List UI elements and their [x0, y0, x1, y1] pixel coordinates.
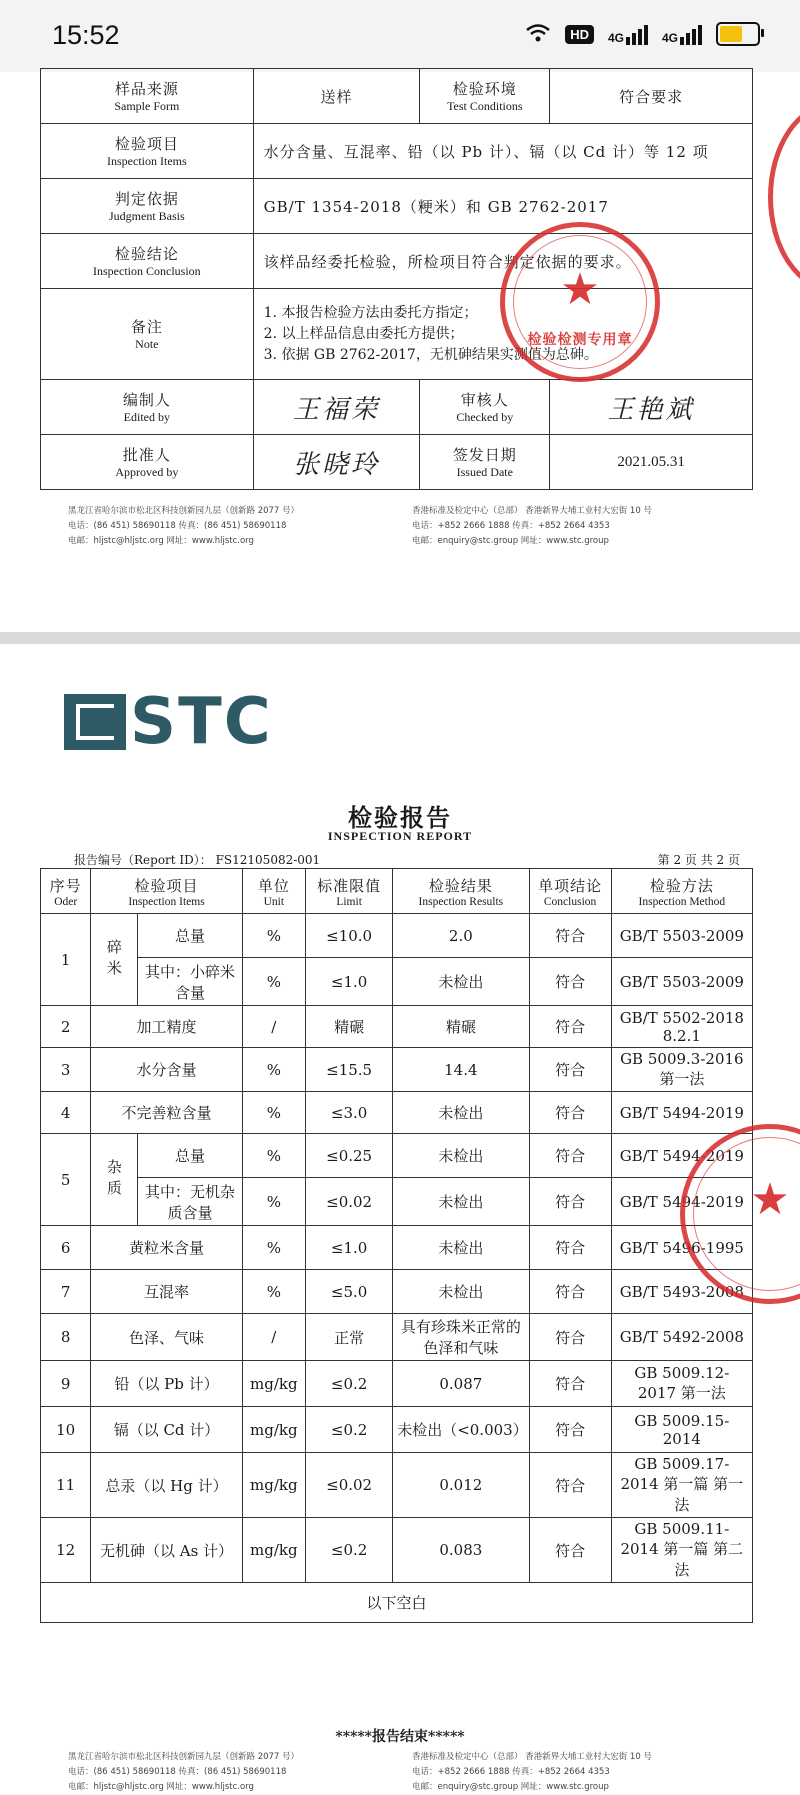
- row-limit: ≤0.2: [306, 1407, 393, 1453]
- footer-left: 黑龙江省哈尔滨市松北区科技创新园九层（创新路 2077 号） 电话：(86 451) 58690118 传真：(86 451) 58690118 电邮：hljstc@hljstc.org 网址：www.hljstc.org: [68, 506, 300, 546]
- table-row: [41, 1270, 753, 1314]
- row-item: 无机砷（以 As 计）: [91, 1518, 242, 1583]
- approved-by-label: 批准人 Approved by: [41, 435, 254, 490]
- row-limit: ≤0.02: [306, 1178, 393, 1226]
- row-unit: mg/kg: [242, 1518, 305, 1583]
- row-result: 未检出: [393, 958, 529, 1006]
- row-item: 总汞（以 Hg 计）: [91, 1453, 242, 1518]
- edited-by-label: 编制人 Edited by: [41, 380, 254, 435]
- group-label-broken-rice: 碎米: [91, 914, 138, 1006]
- table-row: [41, 1092, 753, 1134]
- row-no: 1: [41, 914, 91, 1006]
- row-no: 12: [41, 1518, 91, 1583]
- network-type-label: 4G: [607, 31, 624, 45]
- page-number: 第 2 页 共 2 页: [657, 853, 740, 867]
- table-row: [41, 958, 753, 1006]
- row-conclusion: 符合: [529, 1407, 611, 1453]
- stc-logo-icon: [64, 694, 126, 750]
- row-result: 0.012: [393, 1453, 529, 1518]
- row-result: 2.0: [393, 914, 529, 958]
- report-end-note: *****报告结束*****: [335, 1729, 465, 1745]
- row-method: GB 5009.17-2014 第一篇 第一法: [611, 1453, 752, 1518]
- footer-right: 香港标准及检定中心（总部） 香港新界大埔工业村大宏街 10 号 电话：+852 2666 1888 传真：+852 2664 4353 电邮：enquiry@stc.group 网址：www.stc.group: [412, 506, 652, 546]
- row-result: 未检出（<0.003）: [393, 1407, 529, 1453]
- edited-by-signature: 王福荣: [253, 380, 420, 435]
- row-conclusion: 符合: [529, 1361, 611, 1407]
- row-conclusion: 符合: [529, 1092, 611, 1134]
- row-limit: ≤10.0: [306, 914, 393, 958]
- row-unit: %: [242, 1178, 305, 1226]
- judgment-basis-label: 判定依据 Judgment Basis: [41, 179, 254, 234]
- test-conditions-value: 符合要求: [550, 69, 753, 124]
- row-limit: ≤0.2: [306, 1361, 393, 1407]
- row-method: GB/T 5503-2009: [611, 958, 752, 1006]
- hd-badge: HD: [565, 25, 594, 44]
- issued-date-label: 签发日期 Issued Date: [420, 435, 550, 490]
- table-row: [41, 1518, 753, 1583]
- row-conclusion: 符合: [529, 1178, 611, 1226]
- row-limit: ≤5.0: [306, 1270, 393, 1314]
- row-item: 总量: [138, 1134, 242, 1178]
- table-row: [41, 1453, 753, 1518]
- row-item: 镉（以 Cd 计）: [91, 1407, 242, 1453]
- row-result: 未检出: [393, 1178, 529, 1226]
- sample-form-value: 送样: [253, 69, 420, 124]
- row-unit: %: [242, 914, 305, 958]
- row-no: 5: [41, 1134, 91, 1226]
- row-unit: %: [242, 1226, 305, 1270]
- row-method: GB 5009.15-2014: [611, 1407, 752, 1453]
- seal-text: 检验检测专用章: [527, 332, 633, 348]
- side-seal: [768, 102, 800, 292]
- row-conclusion: 符合: [529, 958, 611, 1006]
- row-method: GB 5009.3-2016 第一法: [611, 1048, 752, 1092]
- status-bar: [0, 0, 800, 72]
- signal-icon: [608, 23, 648, 45]
- row-limit: ≤15.5: [306, 1048, 393, 1092]
- row-no: 7: [41, 1270, 91, 1314]
- row-unit: %: [242, 1270, 305, 1314]
- col-header-unit: 单位 Unit: [242, 869, 305, 914]
- row-conclusion: 符合: [529, 1314, 611, 1361]
- row-conclusion: 符合: [529, 1453, 611, 1518]
- row-item: 总量: [138, 914, 242, 958]
- report-title: 检验报告: [348, 803, 452, 832]
- inspection-conclusion-label: 检验结论 Inspection Conclusion: [41, 234, 254, 289]
- approved-by-signature: 张晓玲: [253, 435, 420, 490]
- row-no: 6: [41, 1226, 91, 1270]
- row-result: 未检出: [393, 1134, 529, 1178]
- report-page-2[interactable]: [0, 644, 800, 1792]
- row-no: 4: [41, 1092, 91, 1134]
- battery-icon: [716, 22, 760, 46]
- row-conclusion: 符合: [529, 1270, 611, 1314]
- table-row: [41, 1134, 753, 1178]
- row-unit: /: [242, 1314, 305, 1361]
- row-method: GB/T 5502-2018 8.2.1: [611, 1006, 752, 1048]
- group-label-impurities: 杂质: [91, 1134, 138, 1226]
- table-row: [41, 1006, 753, 1048]
- row-item: 互混率: [91, 1270, 242, 1314]
- row-result: 14.4: [393, 1048, 529, 1092]
- row-method: GB/T 5494-2019: [611, 1178, 752, 1226]
- judgment-basis-value: GB/T 1354-2018（粳米）和 GB 2762-2017: [253, 179, 752, 234]
- table-row: [41, 1226, 753, 1270]
- row-no: 8: [41, 1314, 91, 1361]
- row-result: 具有珍珠米正常的色泽和气味: [393, 1314, 529, 1361]
- table-row: [41, 1407, 753, 1453]
- table-row: [41, 1178, 753, 1226]
- footer-right-2: 香港标准及检定中心（总部） 香港新界大埔工业村大宏街 10 号 电话：+852 2666 1888 传真：+852 2664 4353 电邮：enquiry@stc.group 网址：www.stc.group: [412, 1752, 652, 1792]
- row-limit: ≤0.02: [306, 1453, 393, 1518]
- row-unit: mg/kg: [242, 1453, 305, 1518]
- row-result: 未检出: [393, 1270, 529, 1314]
- row-result: 0.087: [393, 1361, 529, 1407]
- col-header-limit: 标准限值 Limit: [306, 869, 393, 914]
- footer-left-2: 黑龙江省哈尔滨市松北区科技创新园九层（创新路 2077 号） 电话：(86 451) 58690118 传真：(86 451) 58690118 电邮：hljstc@hljstc.org 网址：www.hljstc.org: [68, 1752, 300, 1792]
- row-result: 未检出: [393, 1226, 529, 1270]
- row-limit: 精碾: [306, 1006, 393, 1048]
- inspection-results-table: [40, 868, 753, 1623]
- row-method: GB 5009.11-2014 第一篇 第二法: [611, 1518, 752, 1583]
- signal-icon-2: [662, 23, 702, 45]
- row-no: 9: [41, 1361, 91, 1407]
- checked-by-label: 审核人 Checked by: [420, 380, 550, 435]
- row-limit: ≤0.25: [306, 1134, 393, 1178]
- note-line: 1. 本报告检验方法由委托方指定；: [263, 304, 478, 321]
- row-no: 3: [41, 1048, 91, 1092]
- inspection-items-value: 水分含量、互混率、铅（以 Pb 计）、镉（以 Cd 计）等 12 项: [253, 124, 752, 179]
- report-page-1[interactable]: [0, 72, 800, 632]
- row-unit: %: [242, 1134, 305, 1178]
- row-unit: mg/kg: [242, 1361, 305, 1407]
- row-limit: ≤1.0: [306, 1226, 393, 1270]
- col-header-method: 检验方法 Inspection Method: [611, 869, 752, 914]
- network-type-label-2: 4G: [661, 31, 678, 45]
- col-header-result: 检验结果 Inspection Results: [393, 869, 529, 914]
- row-item: 黄粒米含量: [91, 1226, 242, 1270]
- row-item: 铅（以 Pb 计）: [91, 1361, 242, 1407]
- row-conclusion: 符合: [529, 1134, 611, 1178]
- official-seal: ★ 检验检测专用章: [500, 222, 660, 382]
- row-method: GB/T 5494-2019: [611, 1134, 752, 1178]
- row-unit: %: [242, 958, 305, 1006]
- stc-logo: [64, 685, 273, 759]
- row-method: GB/T 5496-1995: [611, 1226, 752, 1270]
- row-conclusion: 符合: [529, 914, 611, 958]
- row-item: 其中：无机杂质含量: [138, 1178, 242, 1226]
- col-header-no: 序号 Oder: [41, 869, 91, 914]
- row-no: 10: [41, 1407, 91, 1453]
- row-method: GB/T 5503-2009: [611, 914, 752, 958]
- table-row: [41, 1361, 753, 1407]
- table-header: [41, 869, 753, 914]
- status-time: 15:52: [52, 20, 120, 50]
- inspection-items-label: 检验项目 Inspection Items: [41, 124, 254, 179]
- row-result: 0.083: [393, 1518, 529, 1583]
- col-header-conclusion: 单项结论 Conclusion: [529, 869, 611, 914]
- row-result: 精碾: [393, 1006, 529, 1048]
- row-limit: ≤1.0: [306, 958, 393, 1006]
- row-limit: ≤3.0: [306, 1092, 393, 1134]
- checked-by-signature: 王艳斌: [550, 380, 753, 435]
- row-unit: %: [242, 1092, 305, 1134]
- sample-form-label: 样品来源 Sample Form: [41, 69, 254, 124]
- row-item: 不完善粒含量: [91, 1092, 242, 1134]
- note-line: 3. 依据 GB 2762-2017，无机砷结果实测值为总砷。: [263, 346, 598, 363]
- row-method: GB 5009.12-2017 第一法: [611, 1361, 752, 1407]
- table-row: [41, 1048, 753, 1092]
- row-item: 其中：小碎米含量: [138, 958, 242, 1006]
- page-divider: [0, 632, 800, 644]
- issued-date-value: 2021.05.31: [550, 435, 753, 490]
- row-conclusion: 符合: [529, 1226, 611, 1270]
- report-title-en: INSPECTION REPORT: [327, 829, 473, 843]
- row-result: 未检出: [393, 1092, 529, 1134]
- row-conclusion: 符合: [529, 1518, 611, 1583]
- inspection-conclusion-value: 该样品经委托检验，所检项目符合判定依据的要求。: [253, 234, 752, 289]
- status-icons: [525, 22, 760, 46]
- row-conclusion: 符合: [529, 1048, 611, 1092]
- note-line: 2. 以上样品信息由委托方提供；: [263, 325, 464, 342]
- row-item: 色泽、气味: [91, 1314, 242, 1361]
- official-seal-2: ★: [680, 1124, 800, 1304]
- row-conclusion: 符合: [529, 1006, 611, 1048]
- row-item: 加工精度: [91, 1006, 242, 1048]
- row-unit: mg/kg: [242, 1407, 305, 1453]
- row-unit: %: [242, 1048, 305, 1092]
- row-no: 11: [41, 1453, 91, 1518]
- table-row: [41, 1314, 753, 1361]
- table-row: [41, 1583, 753, 1623]
- row-no: 2: [41, 1006, 91, 1048]
- report-id: 报告编号（Report ID）： FS12105082-001: [74, 853, 321, 867]
- table-row: [41, 914, 753, 958]
- row-item: 水分含量: [91, 1048, 242, 1092]
- row-method: GB/T 5494-2019: [611, 1092, 752, 1134]
- row-limit: ≤0.2: [306, 1518, 393, 1583]
- stc-logo-text: STC: [130, 685, 273, 759]
- test-conditions-label: 检验环境 Test Conditions: [420, 69, 550, 124]
- row-limit: 正常: [306, 1314, 393, 1361]
- blank-below-note: 以下空白: [41, 1583, 753, 1623]
- row-method: GB/T 5492-2008: [611, 1314, 752, 1361]
- row-method: GB/T 5493-2008: [611, 1270, 752, 1314]
- note-label: 备注 Note: [41, 289, 254, 380]
- row-unit: /: [242, 1006, 305, 1048]
- wifi-icon: [525, 23, 551, 46]
- col-header-item: 检验项目 Inspection Items: [91, 869, 242, 914]
